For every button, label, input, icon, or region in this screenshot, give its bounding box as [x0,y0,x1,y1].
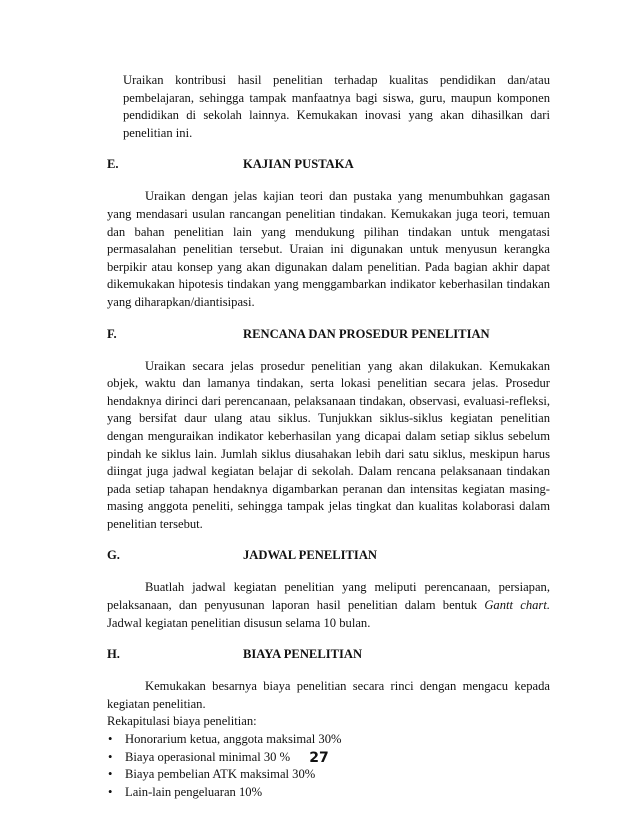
section-h-heading [107,646,550,664]
budget-item-text: Lain-lain pengeluaran 10% [125,784,263,799]
section-f-heading [107,326,550,344]
section-e-heading [107,156,550,174]
section-f-body: Uraikan secara jelas prosedur penelitian yang akan dilakukan. Kemukakan objek, waktu dan lamanya tindakan, serta lokasi penelitian secara jelas. Prosedur hendaknya dirinci dari perencanaan, pelaksanaan tindakan, observasi, evaluasi-refleksi, yang bersifat daur ulang atau siklus. Tunjukkan siklus-siklus kegiatan penelitian dengan menguraikan indikator keberhasilan yang dicapai dalam setiap siklus sebelum pindah ke siklus lain. Jumlah siklus diusahakan lebih dari satu siklus, meskipun harus diingat juga jadwal kegiatan belajar di sekolah. Dalam rencana pelaksanaan tindakan pada setiap tahapan hendaknya digambarkan peranan dan intensitas kegiatan masing-masing anggota peneliti, sehingga tampak jelas tingkat dan kualitas kolaborasi dalam penelitian tersebut. [107,358,550,531]
section-g-body [107,579,550,632]
section-f-letter: F. [107,326,117,341]
section-g-body-after: Jadwal kegiatan penelitian disusun selama 10 bulan. [107,615,371,630]
budget-recap-label: Rekapitulasi biaya penelitian: [107,714,257,729]
bullet-icon: • [108,732,113,747]
section-e-body: Uraikan dengan jelas kajian teori dan pustaka yang menumbuhkan gagasan yang mendasari usulan rancangan penelitian tindakan. Kemukakan juga teori, temuan dan bahan penelitian lain yang mendukung pilihan tindakan untuk mengatasi permasalahan penelitian tersebut. Uraian ini digunakan untuk menyusun kerangka berpikir atau konsep yang akan digunakan dalam penelitian. Pada bagian akhir dapat dikemukakan hipotesis tindakan yang menggambarkan indikator keberhasilan tindakan yang diharapkan/diantisipasi. [107,189,550,309]
list-item [107,731,550,749]
section-g-body-before: Buatlah jadwal kegiatan penelitian yang meliputi perencanaan, persiapan, pelaksanaan, dan penyusunan laporan hasil penelitian dalam bentuk [107,580,550,613]
section-h-body: Kemukakan besarnya biaya penelitian secara rinci dengan mengacu kepada kegiatan penelitian. [107,679,550,711]
section-g-title: JADWAL PENELITIAN [243,548,378,563]
page-number: 27 [309,750,329,766]
bullet-icon: • [108,784,113,799]
list-item [107,766,550,784]
section-h-title: BIAYA PENELITIAN [243,647,363,662]
document-page [107,72,550,801]
gantt-chart-term: Gantt chart. [484,598,550,613]
budget-item-text: Honorarium ketua, anggota maksimal 30% [125,732,342,747]
section-h-letter: H. [107,647,120,662]
bullet-icon: • [108,749,113,764]
list-item [107,784,550,802]
section-g-letter: G. [107,548,120,563]
budget-item-text: Biaya operasional minimal 30 % [125,749,291,764]
section-e-title: KAJIAN PUSTAKA [243,157,354,172]
section-g-heading [107,547,550,565]
section-e-letter: E. [107,157,119,172]
intro-paragraph: Uraikan kontribusi hasil penelitian terhadap kualitas pendidikan dan/atau pembelajaran, sehingga tampak manfaatnya bagi siswa, guru, maupun komponen pendidikan di sekolah lainnya. Kemukakan inovasi yang akan dihasilkan dari penelitian ini. [123,73,550,140]
bullet-icon: • [108,767,113,782]
budget-item-text: Biaya pembelian ATK maksimal 30% [125,767,316,782]
section-f-title: RENCANA DAN PROSEDUR PENELITIAN [243,326,490,341]
